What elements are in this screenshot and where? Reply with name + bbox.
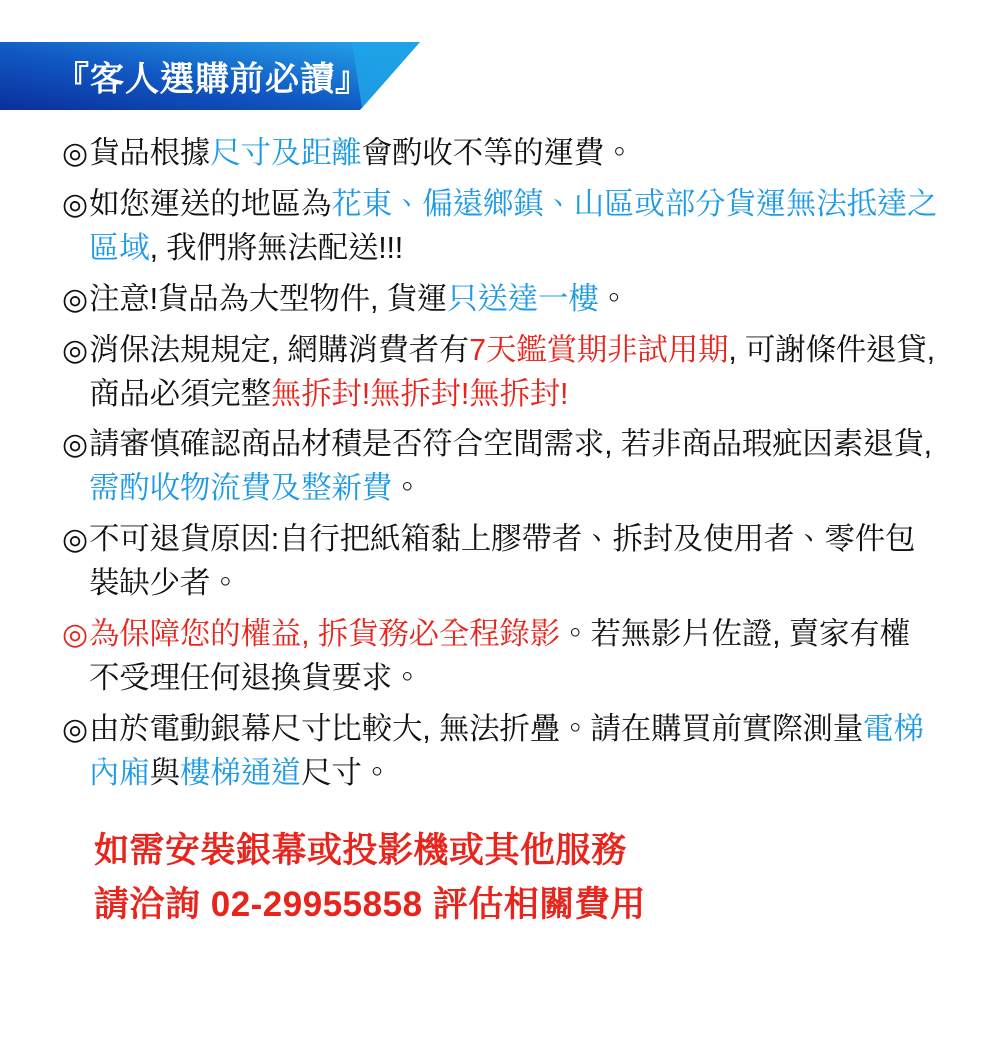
note-segment: 不可退貨原因:自行把紙箱黏上膠帶者、拆封及使用者、零件包裝缺少者。 bbox=[88, 522, 916, 601]
footer-line-phone: 請洽詢 02-29955858 評估相關費用 bbox=[94, 884, 646, 924]
note-ground-floor-only bbox=[62, 278, 938, 322]
note-segment: , 我們將無法配送!!! bbox=[149, 230, 404, 265]
note-segment-highlight: 花東、偏遠鄉鎮、山區或部分貨運無法抵達之區域 bbox=[88, 186, 938, 265]
note-text bbox=[89, 423, 938, 511]
note-segment-highlight: 樓梯通道 bbox=[179, 755, 302, 790]
note-segment-highlight: 只送達一樓 bbox=[447, 281, 599, 316]
note-segment-highlight: 7天鑑賞期非試用期 bbox=[469, 332, 729, 367]
note-segment: 。若無影片佐證, 賣家有權不受理任何退換貨要求。 bbox=[88, 617, 910, 695]
footer-line-service: 如需安裝銀幕或投影機或其他服務 bbox=[94, 830, 627, 870]
note-shipping-fee bbox=[62, 132, 938, 176]
notice-page bbox=[0, 42, 1000, 1044]
note-segment: 與 bbox=[149, 755, 180, 790]
note-segment-highlight: 為保障您的權益, 拆貨務必全程錄影 bbox=[88, 617, 561, 652]
note-segment: 如您運送的地區為 bbox=[88, 186, 332, 221]
note-segment: 消保法規規定, 網購消費者有 bbox=[88, 332, 470, 367]
bullet-icon: ◎ bbox=[62, 428, 88, 462]
notes-list bbox=[0, 132, 1000, 796]
bullet-icon: ◎ bbox=[62, 282, 88, 316]
footer-callout bbox=[0, 824, 1000, 933]
bullet-icon: ◎ bbox=[62, 187, 88, 221]
note-segment-highlight: 需酌收物流費及整新費 bbox=[88, 471, 392, 506]
note-text bbox=[89, 278, 938, 322]
note-segment: 會酌收不等的運費。 bbox=[361, 136, 635, 170]
note-segment-highlight: 尺寸及距離 bbox=[210, 136, 362, 170]
note-text bbox=[89, 329, 938, 417]
note-segment: 。 bbox=[391, 471, 423, 506]
bullet-icon: ◎ bbox=[62, 618, 88, 652]
note-text bbox=[89, 132, 938, 176]
note-segment-highlight: 無拆封!無拆封!無拆封! bbox=[270, 376, 569, 411]
note-non-returnable bbox=[62, 518, 938, 606]
bullet-icon: ◎ bbox=[62, 137, 88, 170]
note-segment: 。 bbox=[598, 281, 629, 316]
header-banner bbox=[0, 42, 420, 110]
note-segment: 尺寸。 bbox=[301, 755, 393, 790]
note-text bbox=[89, 613, 938, 701]
note-segment: 貨品根據 bbox=[88, 136, 211, 170]
note-segment-highlight: 電梯內廂 bbox=[88, 711, 924, 790]
note-size-check bbox=[62, 423, 938, 511]
note-segment: 請審慎確認商品材積是否符合空間需求, 若非商品瑕疵因素退貨, bbox=[88, 427, 932, 462]
note-text bbox=[89, 518, 938, 606]
note-segment: 由於電動銀幕尺寸比較大, 無法折疊。請在購買前實際測量 bbox=[88, 711, 864, 746]
note-screen-size bbox=[62, 708, 938, 796]
note-unboxing-video bbox=[62, 613, 938, 701]
note-segment: , 可謝條件退貸, 商品必須完整 bbox=[88, 332, 935, 411]
bullet-icon: ◎ bbox=[62, 333, 88, 367]
bullet-icon: ◎ bbox=[62, 523, 88, 557]
note-text bbox=[89, 183, 938, 271]
bullet-icon: ◎ bbox=[62, 712, 88, 746]
page-title: 『客人選購前必讀』 bbox=[55, 60, 370, 99]
note-text bbox=[89, 708, 938, 796]
note-remote-area bbox=[62, 183, 938, 271]
note-segment: 注意!貨品為大型物件, 貨運 bbox=[88, 281, 448, 316]
note-return-policy bbox=[62, 329, 938, 417]
